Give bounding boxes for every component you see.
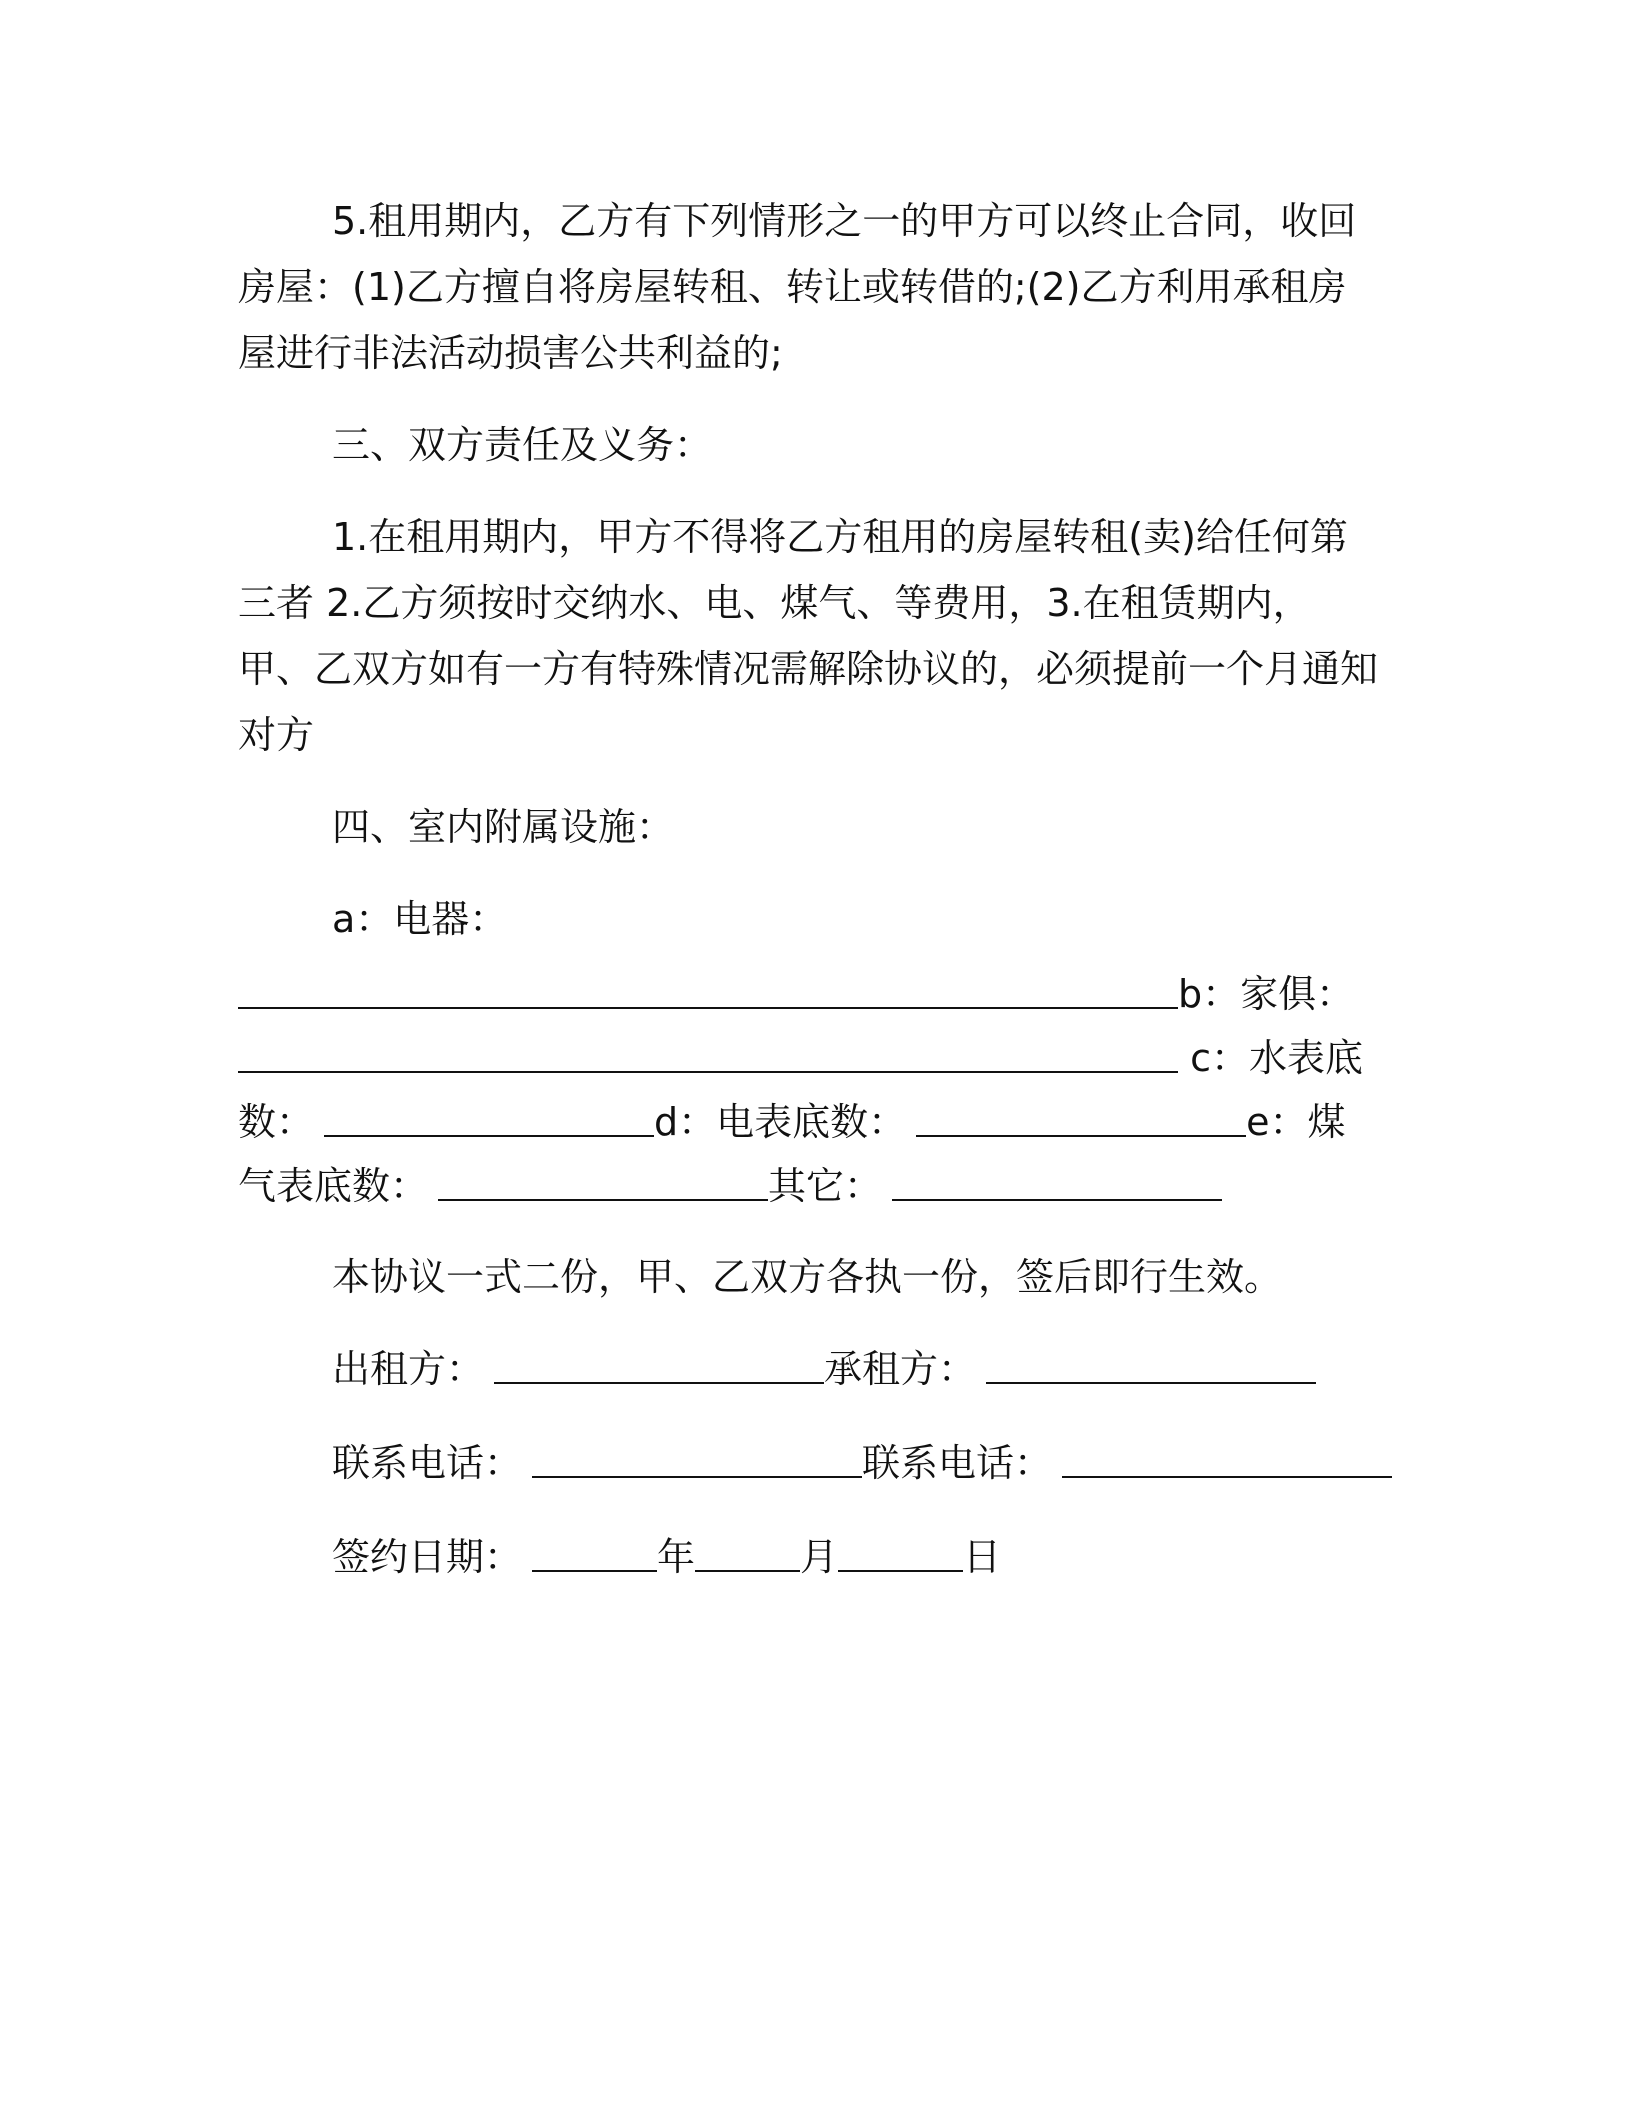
section-heading-facilities: 四、室内附属设施：: [332, 805, 675, 849]
parties-line: [238, 1336, 1378, 1402]
appliances-blank[interactable]: [238, 973, 1178, 1009]
year-label: 年: [657, 1535, 696, 1579]
phones-line: [238, 1430, 1378, 1496]
signing-date-label: 签约日期：: [332, 1535, 523, 1579]
section-heading-responsibilities: 三、双方责任及义务：: [332, 423, 713, 467]
gas-meter-label: e：煤气表底数：: [238, 1100, 1346, 1208]
clause-5-termination: 5.租用期内，乙方有下列情形之一的甲方可以终止合同，收回房屋：(1)乙方擅自将房屋转租、转让或转借的;(2)乙方利用承租房屋进行非法活动损害公共利益的;: [238, 199, 1357, 375]
furniture-blank[interactable]: [238, 1037, 1178, 1073]
lessor-label: 出租方：: [332, 1347, 485, 1391]
signing-date-line: [238, 1524, 1378, 1590]
electric-meter-label: d：电表底数：: [654, 1100, 907, 1144]
lessor-phone-label: 联系电话：: [332, 1441, 523, 1485]
other-blank[interactable]: [892, 1165, 1222, 1201]
day-blank[interactable]: [838, 1536, 963, 1572]
month-blank[interactable]: [695, 1536, 800, 1572]
electric-meter-blank[interactable]: [916, 1101, 1246, 1137]
water-meter-label: c：水表底数：: [238, 1036, 1363, 1144]
responsibilities-clause: 1.在租用期内，甲方不得将乙方租用的房屋转租(卖)给任何第三者 2.乙方须按时交纳水、电、煤气、等费用，3.在租赁期内，甲、乙双方如有一方有特殊情况需解除协议的，必须提前一个月通知对方: [238, 515, 1379, 757]
lessor-blank[interactable]: [494, 1348, 824, 1384]
document-body: [238, 188, 1378, 1614]
day-label: 日: [963, 1535, 1002, 1579]
gas-meter-blank[interactable]: [438, 1165, 768, 1201]
appliances-label: a：电器：: [332, 897, 508, 941]
year-blank[interactable]: [532, 1536, 657, 1572]
lessee-blank[interactable]: [986, 1348, 1316, 1384]
lessee-phone-label: 联系电话：: [862, 1441, 1053, 1485]
lessee-phone-blank[interactable]: [1062, 1442, 1392, 1478]
furniture-label: b：家俱：: [1178, 972, 1355, 1016]
facilities-fill-block: [238, 962, 1378, 1218]
lessee-label: 承租方：: [824, 1347, 977, 1391]
water-meter-blank[interactable]: [324, 1101, 654, 1137]
month-label: 月: [800, 1535, 839, 1579]
lessor-phone-blank[interactable]: [532, 1442, 862, 1478]
agreement-copies-statement: 本协议一式二份，甲、乙双方各执一份，签后即行生效。: [332, 1255, 1283, 1299]
other-label: 其它：: [768, 1164, 883, 1208]
